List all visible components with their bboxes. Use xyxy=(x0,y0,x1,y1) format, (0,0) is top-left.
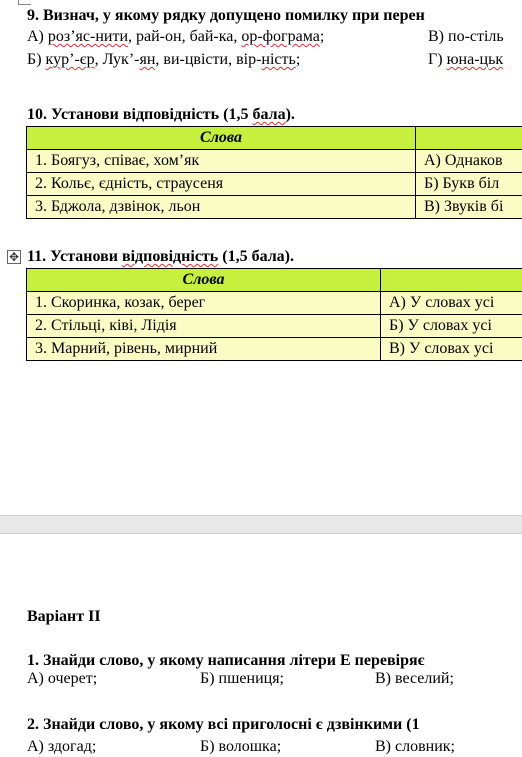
table-header-row xyxy=(27,127,522,150)
question-1-option-b: Б) пшениця; xyxy=(200,670,284,687)
question-10-title: 10. Установи відповідність (1,5 бала). xyxy=(27,106,295,123)
question-2-option-b: Б) волошка; xyxy=(200,738,282,755)
question-10-table xyxy=(26,126,522,219)
table-header-row xyxy=(27,269,522,292)
table-cell: 2. Кольє, єдність, страусеня xyxy=(27,173,416,196)
table-row xyxy=(27,150,522,173)
question-9-option-v: В) по-стіль xyxy=(428,28,504,45)
table-cell: А) У словах усі xyxy=(381,292,522,315)
page-break-gap xyxy=(0,515,522,534)
table-cell: 2. Стільці, ківі, Лідія xyxy=(27,315,381,338)
table-header-words: Слова xyxy=(27,269,381,292)
table-cell: 3. Марний, рівень, мирний xyxy=(27,338,381,361)
table-cell: В) У словах усі xyxy=(381,338,522,361)
question-11-title: 11. Установи відповідність (1,5 бала). xyxy=(27,248,295,265)
question-2-option-v: В) словник; xyxy=(375,738,455,755)
question-2-option-a: А) здогад; xyxy=(27,738,97,755)
table-cell: Б) Букв біл xyxy=(416,173,522,196)
question-1-option-v: В) веселий; xyxy=(375,670,454,687)
question-9-title: 9. Визнач, у якому рядку допущено помилку при перен xyxy=(27,7,425,24)
table-cell: 3. Бджола, дзвінок, льон xyxy=(27,196,416,219)
table-header-second xyxy=(381,269,522,292)
page-corner-mark xyxy=(18,0,31,5)
table-row xyxy=(27,315,522,338)
question-2-title: 2. Знайди слово, у якому всі приголосні є дзвінкими (1 xyxy=(27,716,420,733)
table-row xyxy=(27,292,522,315)
table-header-second xyxy=(416,127,522,150)
question-9-option-a: А) роз’яс-нити, рай-он, бай-ка, ор-фограма; xyxy=(27,28,325,45)
question-1-title: 1. Знайди слово, у якому написання літери Е перевіряє xyxy=(27,652,425,669)
question-1-option-a: А) очерет; xyxy=(27,670,98,687)
variant-heading: Варіант ІІ xyxy=(27,608,101,625)
table-header-words: Слова xyxy=(27,127,416,150)
table-row xyxy=(27,196,522,219)
question-9-option-g: Г) юна-цьк xyxy=(428,51,504,68)
question-9-option-b: Б) кур’-єр, Лук’-ян, ви-цвісти, вір-ність; xyxy=(27,51,301,68)
table-cell: В) Звуків бі xyxy=(416,196,522,219)
table-move-handle-icon[interactable]: ✥ xyxy=(8,250,20,264)
table-cell: Б) У словах усі xyxy=(381,315,522,338)
table-cell: 1. Боягуз, співає, хом’як xyxy=(27,150,416,173)
table-row xyxy=(27,338,522,361)
table-cell: 1. Скоринка, козак, берег xyxy=(27,292,381,315)
question-11-table xyxy=(26,268,522,361)
document-page-2 xyxy=(0,534,522,757)
table-row xyxy=(27,173,522,196)
table-cell: А) Однаков xyxy=(416,150,522,173)
